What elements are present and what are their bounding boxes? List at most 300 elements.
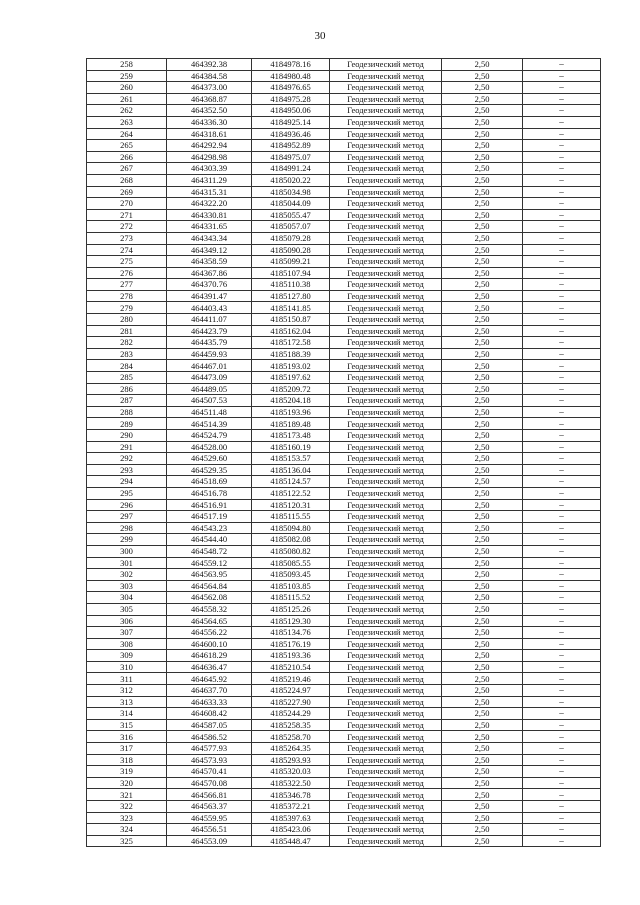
x-coordinate-cell: 464489.05 <box>167 383 252 395</box>
y-coordinate-cell: 4185193.36 <box>252 650 330 662</box>
x-coordinate-cell: 464558.32 <box>167 603 252 615</box>
point-number-cell: 276 <box>87 267 167 279</box>
note-cell: – <box>523 82 601 94</box>
y-coordinate-cell: 4185227.90 <box>252 696 330 708</box>
accuracy-cell: 2,50 <box>442 325 523 337</box>
table-row <box>87 766 601 778</box>
accuracy-cell: 2,50 <box>442 580 523 592</box>
point-number-cell: 315 <box>87 719 167 731</box>
accuracy-cell: 2,50 <box>442 441 523 453</box>
note-cell: – <box>523 59 601 71</box>
method-cell: Геодезический метод <box>330 650 442 662</box>
y-coordinate-cell: 4185141.85 <box>252 302 330 314</box>
x-coordinate-cell: 464318.61 <box>167 128 252 140</box>
point-number-cell: 258 <box>87 59 167 71</box>
x-coordinate-cell: 464473.09 <box>167 372 252 384</box>
point-number-cell: 291 <box>87 441 167 453</box>
accuracy-cell: 2,50 <box>442 337 523 349</box>
x-coordinate-cell: 464577.93 <box>167 743 252 755</box>
table-row <box>87 511 601 523</box>
x-coordinate-cell: 464514.39 <box>167 418 252 430</box>
note-cell: – <box>523 592 601 604</box>
point-number-cell: 259 <box>87 70 167 82</box>
y-coordinate-cell: 4185079.28 <box>252 232 330 244</box>
method-cell: Геодезический метод <box>330 464 442 476</box>
point-number-cell: 305 <box>87 603 167 615</box>
y-coordinate-cell: 4185082.08 <box>252 534 330 546</box>
table-row <box>87 140 601 152</box>
accuracy-cell: 2,50 <box>442 302 523 314</box>
x-coordinate-cell: 464331.65 <box>167 221 252 233</box>
accuracy-cell: 2,50 <box>442 348 523 360</box>
method-cell: Геодезический метод <box>330 545 442 557</box>
table-row <box>87 673 601 685</box>
table-row <box>87 696 601 708</box>
accuracy-cell: 2,50 <box>442 534 523 546</box>
method-cell: Геодезический метод <box>330 812 442 824</box>
point-number-cell: 312 <box>87 685 167 697</box>
table-row <box>87 603 601 615</box>
note-cell: – <box>523 696 601 708</box>
table-row <box>87 812 601 824</box>
y-coordinate-cell: 4185189.48 <box>252 418 330 430</box>
accuracy-cell: 2,50 <box>442 835 523 847</box>
method-cell: Геодезический метод <box>330 140 442 152</box>
point-number-cell: 277 <box>87 279 167 291</box>
y-coordinate-cell: 4185244.29 <box>252 708 330 720</box>
accuracy-cell: 2,50 <box>442 174 523 186</box>
x-coordinate-cell: 464358.59 <box>167 256 252 268</box>
note-cell: – <box>523 70 601 82</box>
x-coordinate-cell: 464633.33 <box>167 696 252 708</box>
y-coordinate-cell: 4185055.47 <box>252 209 330 221</box>
coordinates-table-body <box>87 59 601 847</box>
point-number-cell: 260 <box>87 82 167 94</box>
method-cell: Геодезический метод <box>330 337 442 349</box>
table-row <box>87 267 601 279</box>
method-cell: Геодезический метод <box>330 348 442 360</box>
note-cell: – <box>523 418 601 430</box>
point-number-cell: 271 <box>87 209 167 221</box>
y-coordinate-cell: 4185258.35 <box>252 719 330 731</box>
accuracy-cell: 2,50 <box>442 743 523 755</box>
point-number-cell: 269 <box>87 186 167 198</box>
note-cell: – <box>523 116 601 128</box>
point-number-cell: 266 <box>87 151 167 163</box>
y-coordinate-cell: 4184952.89 <box>252 140 330 152</box>
table-row <box>87 93 601 105</box>
note-cell: – <box>523 777 601 789</box>
table-row <box>87 801 601 813</box>
method-cell: Геодезический метод <box>330 82 442 94</box>
y-coordinate-cell: 4185193.02 <box>252 360 330 372</box>
accuracy-cell: 2,50 <box>442 661 523 673</box>
point-number-cell: 323 <box>87 812 167 824</box>
accuracy-cell: 2,50 <box>442 151 523 163</box>
y-coordinate-cell: 4184976.65 <box>252 82 330 94</box>
accuracy-cell: 2,50 <box>442 557 523 569</box>
note-cell: – <box>523 754 601 766</box>
note-cell: – <box>523 348 601 360</box>
note-cell: – <box>523 534 601 546</box>
note-cell: – <box>523 209 601 221</box>
method-cell: Геодезический метод <box>330 151 442 163</box>
table-row <box>87 337 601 349</box>
point-number-cell: 306 <box>87 615 167 627</box>
method-cell: Геодезический метод <box>330 302 442 314</box>
x-coordinate-cell: 464586.52 <box>167 731 252 743</box>
note-cell: – <box>523 487 601 499</box>
point-number-cell: 280 <box>87 314 167 326</box>
note-cell: – <box>523 105 601 117</box>
note-cell: – <box>523 661 601 673</box>
note-cell: – <box>523 719 601 731</box>
point-number-cell: 285 <box>87 372 167 384</box>
method-cell: Геодезический метод <box>330 441 442 453</box>
point-number-cell: 275 <box>87 256 167 268</box>
x-coordinate-cell: 464373.00 <box>167 82 252 94</box>
point-number-cell: 308 <box>87 638 167 650</box>
note-cell: – <box>523 290 601 302</box>
method-cell: Геодезический метод <box>330 789 442 801</box>
point-number-cell: 303 <box>87 580 167 592</box>
method-cell: Геодезический метод <box>330 638 442 650</box>
accuracy-cell: 2,50 <box>442 731 523 743</box>
table-row <box>87 824 601 836</box>
accuracy-cell: 2,50 <box>442 766 523 778</box>
table-row <box>87 661 601 673</box>
method-cell: Геодезический метод <box>330 754 442 766</box>
table-row <box>87 70 601 82</box>
x-coordinate-cell: 464516.78 <box>167 487 252 499</box>
accuracy-cell: 2,50 <box>442 383 523 395</box>
note-cell: – <box>523 603 601 615</box>
x-coordinate-cell: 464303.39 <box>167 163 252 175</box>
y-coordinate-cell: 4185204.18 <box>252 395 330 407</box>
method-cell: Геодезический метод <box>330 557 442 569</box>
x-coordinate-cell: 464330.81 <box>167 209 252 221</box>
method-cell: Геодезический метод <box>330 279 442 291</box>
y-coordinate-cell: 4185193.96 <box>252 406 330 418</box>
y-coordinate-cell: 4185160.19 <box>252 441 330 453</box>
y-coordinate-cell: 4185129.30 <box>252 615 330 627</box>
table-row <box>87 743 601 755</box>
point-number-cell: 297 <box>87 511 167 523</box>
point-number-cell: 261 <box>87 93 167 105</box>
accuracy-cell: 2,50 <box>442 569 523 581</box>
note-cell: – <box>523 279 601 291</box>
accuracy-cell: 2,50 <box>442 198 523 210</box>
note-cell: – <box>523 337 601 349</box>
method-cell: Геодезический метод <box>330 360 442 372</box>
accuracy-cell: 2,50 <box>442 522 523 534</box>
accuracy-cell: 2,50 <box>442 116 523 128</box>
accuracy-cell: 2,50 <box>442 244 523 256</box>
point-number-cell: 289 <box>87 418 167 430</box>
table-row <box>87 441 601 453</box>
x-coordinate-cell: 464384.58 <box>167 70 252 82</box>
y-coordinate-cell: 4185103.85 <box>252 580 330 592</box>
accuracy-cell: 2,50 <box>442 209 523 221</box>
y-coordinate-cell: 4185219.46 <box>252 673 330 685</box>
note-cell: – <box>523 499 601 511</box>
y-coordinate-cell: 4185172.58 <box>252 337 330 349</box>
point-number-cell: 319 <box>87 766 167 778</box>
accuracy-cell: 2,50 <box>442 812 523 824</box>
method-cell: Геодезический метод <box>330 835 442 847</box>
method-cell: Геодезический метод <box>330 476 442 488</box>
point-number-cell: 284 <box>87 360 167 372</box>
y-coordinate-cell: 4185115.55 <box>252 511 330 523</box>
note-cell: – <box>523 441 601 453</box>
x-coordinate-cell: 464566.81 <box>167 789 252 801</box>
note-cell: – <box>523 615 601 627</box>
method-cell: Геодезический метод <box>330 824 442 836</box>
point-number-cell: 294 <box>87 476 167 488</box>
x-coordinate-cell: 464322.20 <box>167 198 252 210</box>
table-row <box>87 198 601 210</box>
note-cell: – <box>523 522 601 534</box>
x-coordinate-cell: 464548.72 <box>167 545 252 557</box>
point-number-cell: 278 <box>87 290 167 302</box>
table-row <box>87 163 601 175</box>
method-cell: Геодезический метод <box>330 708 442 720</box>
accuracy-cell: 2,50 <box>442 696 523 708</box>
y-coordinate-cell: 4185176.19 <box>252 638 330 650</box>
note-cell: – <box>523 789 601 801</box>
x-coordinate-cell: 464518.69 <box>167 476 252 488</box>
table-row <box>87 82 601 94</box>
note-cell: – <box>523 743 601 755</box>
note-cell: – <box>523 186 601 198</box>
x-coordinate-cell: 464645.92 <box>167 673 252 685</box>
y-coordinate-cell: 4185044.09 <box>252 198 330 210</box>
table-row <box>87 835 601 847</box>
x-coordinate-cell: 464543.23 <box>167 522 252 534</box>
table-row <box>87 232 601 244</box>
y-coordinate-cell: 4185150.87 <box>252 314 330 326</box>
y-coordinate-cell: 4185085.55 <box>252 557 330 569</box>
y-coordinate-cell: 4185115.52 <box>252 592 330 604</box>
method-cell: Геодезический метод <box>330 743 442 755</box>
method-cell: Геодезический метод <box>330 372 442 384</box>
method-cell: Геодезический метод <box>330 209 442 221</box>
x-coordinate-cell: 464637.70 <box>167 685 252 697</box>
table-row <box>87 464 601 476</box>
y-coordinate-cell: 4185020.22 <box>252 174 330 186</box>
table-row <box>87 719 601 731</box>
table-row <box>87 279 601 291</box>
method-cell: Геодезический метод <box>330 661 442 673</box>
x-coordinate-cell: 464411.07 <box>167 314 252 326</box>
note-cell: – <box>523 708 601 720</box>
note-cell: – <box>523 580 601 592</box>
accuracy-cell: 2,50 <box>442 360 523 372</box>
note-cell: – <box>523 93 601 105</box>
point-number-cell: 317 <box>87 743 167 755</box>
method-cell: Геодезический метод <box>330 163 442 175</box>
point-number-cell: 301 <box>87 557 167 569</box>
x-coordinate-cell: 464528.00 <box>167 441 252 453</box>
table-row <box>87 372 601 384</box>
method-cell: Геодезический метод <box>330 511 442 523</box>
note-cell: – <box>523 464 601 476</box>
note-cell: – <box>523 395 601 407</box>
point-number-cell: 262 <box>87 105 167 117</box>
x-coordinate-cell: 464368.87 <box>167 93 252 105</box>
note-cell: – <box>523 766 601 778</box>
x-coordinate-cell: 464556.22 <box>167 627 252 639</box>
note-cell: – <box>523 430 601 442</box>
point-number-cell: 296 <box>87 499 167 511</box>
method-cell: Геодезический метод <box>330 232 442 244</box>
y-coordinate-cell: 4184975.28 <box>252 93 330 105</box>
point-number-cell: 273 <box>87 232 167 244</box>
point-number-cell: 268 <box>87 174 167 186</box>
note-cell: – <box>523 835 601 847</box>
point-number-cell: 310 <box>87 661 167 673</box>
x-coordinate-cell: 464292.94 <box>167 140 252 152</box>
method-cell: Геодезический метод <box>330 615 442 627</box>
method-cell: Геодезический метод <box>330 731 442 743</box>
table-row <box>87 777 601 789</box>
method-cell: Геодезический метод <box>330 534 442 546</box>
table-row <box>87 430 601 442</box>
table-row <box>87 256 601 268</box>
accuracy-cell: 2,50 <box>442 673 523 685</box>
note-cell: – <box>523 174 601 186</box>
accuracy-cell: 2,50 <box>442 754 523 766</box>
x-coordinate-cell: 464573.93 <box>167 754 252 766</box>
accuracy-cell: 2,50 <box>442 777 523 789</box>
point-number-cell: 314 <box>87 708 167 720</box>
point-number-cell: 311 <box>87 673 167 685</box>
table-row <box>87 534 601 546</box>
table-row <box>87 638 601 650</box>
note-cell: – <box>523 673 601 685</box>
point-number-cell: 299 <box>87 534 167 546</box>
method-cell: Геодезический метод <box>330 580 442 592</box>
y-coordinate-cell: 4184980.48 <box>252 70 330 82</box>
y-coordinate-cell: 4185125.26 <box>252 603 330 615</box>
table-row <box>87 151 601 163</box>
x-coordinate-cell: 464608.42 <box>167 708 252 720</box>
accuracy-cell: 2,50 <box>442 279 523 291</box>
y-coordinate-cell: 4185122.52 <box>252 487 330 499</box>
accuracy-cell: 2,50 <box>442 638 523 650</box>
y-coordinate-cell: 4185448.47 <box>252 835 330 847</box>
accuracy-cell: 2,50 <box>442 511 523 523</box>
x-coordinate-cell: 464517.19 <box>167 511 252 523</box>
y-coordinate-cell: 4184991.24 <box>252 163 330 175</box>
x-coordinate-cell: 464435.79 <box>167 337 252 349</box>
y-coordinate-cell: 4185293.93 <box>252 754 330 766</box>
note-cell: – <box>523 812 601 824</box>
y-coordinate-cell: 4185136.04 <box>252 464 330 476</box>
table-row <box>87 557 601 569</box>
y-coordinate-cell: 4185124.57 <box>252 476 330 488</box>
accuracy-cell: 2,50 <box>442 406 523 418</box>
y-coordinate-cell: 4185134.76 <box>252 627 330 639</box>
x-coordinate-cell: 464511.48 <box>167 406 252 418</box>
note-cell: – <box>523 232 601 244</box>
y-coordinate-cell: 4185197.62 <box>252 372 330 384</box>
point-number-cell: 295 <box>87 487 167 499</box>
note-cell: – <box>523 685 601 697</box>
accuracy-cell: 2,50 <box>442 105 523 117</box>
y-coordinate-cell: 4185258.70 <box>252 731 330 743</box>
x-coordinate-cell: 464562.08 <box>167 592 252 604</box>
note-cell: – <box>523 163 601 175</box>
note-cell: – <box>523 360 601 372</box>
point-number-cell: 320 <box>87 777 167 789</box>
table-row <box>87 59 601 71</box>
point-number-cell: 298 <box>87 522 167 534</box>
x-coordinate-cell: 464507.53 <box>167 395 252 407</box>
y-coordinate-cell: 4185099.21 <box>252 256 330 268</box>
method-cell: Геодезический метод <box>330 221 442 233</box>
accuracy-cell: 2,50 <box>442 163 523 175</box>
table-row <box>87 244 601 256</box>
note-cell: – <box>523 325 601 337</box>
accuracy-cell: 2,50 <box>442 708 523 720</box>
accuracy-cell: 2,50 <box>442 290 523 302</box>
accuracy-cell: 2,50 <box>442 719 523 731</box>
table-row <box>87 789 601 801</box>
table-row <box>87 685 601 697</box>
table-row <box>87 186 601 198</box>
accuracy-cell: 2,50 <box>442 267 523 279</box>
table-row <box>87 348 601 360</box>
note-cell: – <box>523 151 601 163</box>
accuracy-cell: 2,50 <box>442 545 523 557</box>
accuracy-cell: 2,50 <box>442 70 523 82</box>
table-row <box>87 418 601 430</box>
note-cell: – <box>523 650 601 662</box>
y-coordinate-cell: 4185188.39 <box>252 348 330 360</box>
y-coordinate-cell: 4185093.45 <box>252 569 330 581</box>
point-number-cell: 265 <box>87 140 167 152</box>
note-cell: – <box>523 476 601 488</box>
x-coordinate-cell: 464391.47 <box>167 290 252 302</box>
note-cell: – <box>523 383 601 395</box>
table-row <box>87 627 601 639</box>
x-coordinate-cell: 464423.79 <box>167 325 252 337</box>
table-row <box>87 314 601 326</box>
y-coordinate-cell: 4185209.72 <box>252 383 330 395</box>
note-cell: – <box>523 731 601 743</box>
y-coordinate-cell: 4185080.82 <box>252 545 330 557</box>
y-coordinate-cell: 4185322.50 <box>252 777 330 789</box>
y-coordinate-cell: 4184978.16 <box>252 59 330 71</box>
method-cell: Геодезический метод <box>330 801 442 813</box>
table-row <box>87 499 601 511</box>
point-number-cell: 292 <box>87 453 167 465</box>
point-number-cell: 324 <box>87 824 167 836</box>
point-number-cell: 302 <box>87 569 167 581</box>
x-coordinate-cell: 464336.30 <box>167 116 252 128</box>
y-coordinate-cell: 4185210.54 <box>252 661 330 673</box>
accuracy-cell: 2,50 <box>442 685 523 697</box>
y-coordinate-cell: 4185107.94 <box>252 267 330 279</box>
x-coordinate-cell: 464467.01 <box>167 360 252 372</box>
x-coordinate-cell: 464403.43 <box>167 302 252 314</box>
accuracy-cell: 2,50 <box>442 650 523 662</box>
method-cell: Геодезический метод <box>330 59 442 71</box>
note-cell: – <box>523 140 601 152</box>
x-coordinate-cell: 464524.79 <box>167 430 252 442</box>
x-coordinate-cell: 464298.98 <box>167 151 252 163</box>
